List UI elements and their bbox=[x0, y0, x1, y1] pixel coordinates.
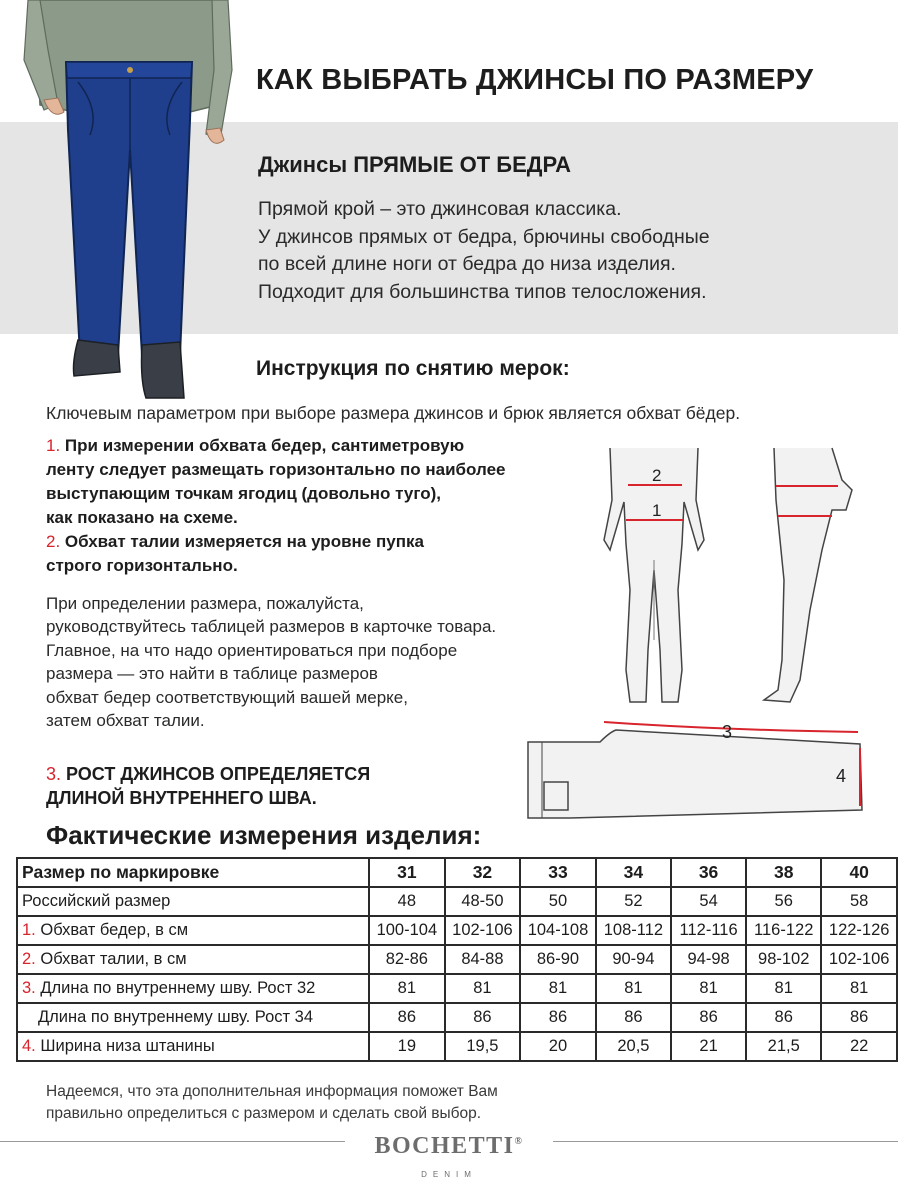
table-cell: 116-122 bbox=[746, 916, 821, 945]
footer-note bbox=[46, 1081, 498, 1125]
row-label-text: Обхват бедер, в см bbox=[40, 921, 189, 939]
table-cell: 21 bbox=[671, 1032, 746, 1061]
size-header-cell: 33 bbox=[520, 858, 596, 887]
waist-label: 2 bbox=[652, 466, 662, 485]
brand-name: BOCHETTI bbox=[374, 1133, 515, 1159]
row-label-text: Обхват талии, в см bbox=[40, 950, 187, 968]
advice-line: размера — это найти в таблице размеров bbox=[46, 664, 378, 684]
table-header-label: Размер по маркировке bbox=[17, 858, 369, 887]
table-row bbox=[17, 916, 897, 945]
table-header-row bbox=[17, 858, 897, 887]
jeans-flat-diagram bbox=[520, 720, 880, 825]
jeans-flat-outline bbox=[528, 730, 862, 818]
table-cell: 58 bbox=[821, 887, 897, 916]
description-line: Подходит для большинства типов телосложения. bbox=[258, 280, 707, 303]
table-cell: 81 bbox=[520, 974, 596, 1003]
size-table bbox=[16, 857, 898, 1062]
step-1-line: выступающим точкам ягодиц (довольно туго), bbox=[46, 484, 441, 503]
table-cell: 52 bbox=[596, 887, 671, 916]
brand-sub: DENIM bbox=[421, 1170, 477, 1179]
table-cell: 122-126 bbox=[821, 916, 897, 945]
table-cell: 21,5 bbox=[746, 1032, 821, 1061]
table-cell: 86 bbox=[821, 1003, 897, 1032]
description-line: У джинсов прямых от бедра, брючины свободные bbox=[258, 225, 710, 248]
instructions-title: Инструкция по снятию мерок: bbox=[256, 357, 570, 380]
jeans-shape bbox=[66, 62, 192, 355]
inseam-note-line bbox=[46, 762, 370, 786]
table-cell: 19,5 bbox=[445, 1032, 521, 1061]
table-cell: 112-116 bbox=[671, 916, 746, 945]
row-label bbox=[17, 887, 369, 916]
table-cell: 48-50 bbox=[445, 887, 521, 916]
table-cell: 20 bbox=[520, 1032, 596, 1061]
step-1-line: как показано на схеме. bbox=[46, 508, 238, 527]
fit-title: Джинсы ПРЯМЫЕ ОТ БЕДРА bbox=[258, 152, 572, 177]
table-cell: 108-112 bbox=[596, 916, 671, 945]
table-cell: 86 bbox=[520, 1003, 596, 1032]
row-label-text: Российский размер bbox=[22, 892, 171, 910]
table-cell: 22 bbox=[821, 1032, 897, 1061]
row-label bbox=[17, 945, 369, 974]
step-3-text: РОСТ ДЖИНСОВ ОПРЕДЕЛЯЕТСЯ bbox=[66, 764, 371, 784]
table-cell: 48 bbox=[369, 887, 445, 916]
table-cell: 86-90 bbox=[520, 945, 596, 974]
step-1-line bbox=[46, 434, 505, 458]
table-cell: 54 bbox=[671, 887, 746, 916]
advice-line: обхват бедер соответствующий вашей мерке, bbox=[46, 687, 408, 707]
inseam-note-line: ДЛИНОЙ ВНУТРЕННЕГО ШВА. bbox=[46, 788, 317, 808]
size-header-cell: 40 bbox=[821, 858, 897, 887]
jeans-button-shape bbox=[127, 67, 133, 73]
step-2-text: Обхват талии измеряется на уровне пупка bbox=[64, 532, 424, 551]
advice-line: Главное, на что надо ориентироваться при подборе bbox=[46, 640, 458, 660]
inseam-note bbox=[46, 762, 370, 810]
description-line: по всей длине ноги от бедра до низа изделия. bbox=[258, 253, 676, 275]
sizing-advice bbox=[46, 592, 496, 732]
size-header-cell: 31 bbox=[369, 858, 445, 887]
brand-logo bbox=[0, 1133, 898, 1160]
table-cell: 86 bbox=[671, 1003, 746, 1032]
row-number: 3. bbox=[22, 979, 36, 997]
row-number: 4. bbox=[22, 1037, 36, 1055]
table-cell: 50 bbox=[520, 887, 596, 916]
table-cell: 94-98 bbox=[671, 945, 746, 974]
page-title: КАК ВЫБРАТЬ ДЖИНСЫ ПО РАЗМЕРУ bbox=[256, 64, 814, 96]
row-label-text: Длина по внутреннему шву. Рост 32 bbox=[40, 979, 316, 997]
size-header-cell: 38 bbox=[746, 858, 821, 887]
table-row bbox=[17, 1003, 897, 1032]
table-cell: 104-108 bbox=[520, 916, 596, 945]
table-cell: 90-94 bbox=[596, 945, 671, 974]
step-1-text: При измерении обхвата бедер, сантиметровую bbox=[64, 436, 465, 455]
brand-registered-mark: ® bbox=[514, 1136, 524, 1147]
table-row bbox=[17, 887, 897, 916]
table-cell: 56 bbox=[746, 887, 821, 916]
key-parameter-text: Ключевым параметром при выборе размера джинсов и брюк является обхват бёдер. bbox=[46, 403, 741, 423]
table-cell: 81 bbox=[821, 974, 897, 1003]
fit-description bbox=[258, 196, 710, 306]
row-label bbox=[17, 916, 369, 945]
size-header-cell: 34 bbox=[596, 858, 671, 887]
description-line: Прямой крой – это джинсовая классика. bbox=[258, 198, 622, 220]
table-cell: 84-88 bbox=[445, 945, 521, 974]
body-side-diagram bbox=[762, 440, 862, 710]
step-3-number: 3. bbox=[46, 764, 62, 784]
table-cell: 20,5 bbox=[596, 1032, 671, 1061]
table-cell: 81 bbox=[671, 974, 746, 1003]
hem-width-label: 4 bbox=[836, 766, 847, 786]
step-2-number: 2. bbox=[46, 532, 61, 551]
row-label bbox=[17, 974, 369, 1003]
footer-note-line: Надеемся, что эта дополнительная информация поможет Вам bbox=[46, 1083, 498, 1100]
table-cell: 98-102 bbox=[746, 945, 821, 974]
table-cell: 82-86 bbox=[369, 945, 445, 974]
advice-line: При определении размера, пожалуйста, bbox=[46, 594, 364, 613]
model-jeans-illustration bbox=[0, 0, 250, 410]
table-cell: 19 bbox=[369, 1032, 445, 1061]
table-cell: 102-106 bbox=[821, 945, 897, 974]
row-number: 2. bbox=[22, 950, 36, 968]
table-cell: 81 bbox=[596, 974, 671, 1003]
advice-line: затем обхват талии. bbox=[46, 711, 205, 731]
inseam-label: 3 bbox=[722, 722, 733, 742]
table-cell: 86 bbox=[369, 1003, 445, 1032]
table-cell: 102-106 bbox=[445, 916, 521, 945]
table-cell: 86 bbox=[445, 1003, 521, 1032]
table-cell: 100-104 bbox=[369, 916, 445, 945]
table-cell: 81 bbox=[369, 974, 445, 1003]
step-2-line: строго горизонтально. bbox=[46, 556, 238, 575]
hips-label: 1 bbox=[652, 501, 662, 520]
step-1-number: 1. bbox=[46, 436, 61, 455]
footer-note-line: правильно определиться с размером и сделать свой выбор. bbox=[46, 1105, 482, 1122]
table-cell: 81 bbox=[746, 974, 821, 1003]
row-label-text: Длина по внутреннему шву. Рост 34 bbox=[38, 1008, 313, 1026]
row-number: 1. bbox=[22, 921, 36, 939]
table-cell: 86 bbox=[746, 1003, 821, 1032]
step-2-line bbox=[46, 530, 505, 554]
row-label bbox=[17, 1032, 369, 1061]
table-row bbox=[17, 974, 897, 1003]
left-shoe-shape bbox=[74, 340, 121, 376]
table-cell: 86 bbox=[596, 1003, 671, 1032]
measurements-title: Фактические измерения изделия: bbox=[46, 820, 482, 850]
size-header-cell: 36 bbox=[671, 858, 746, 887]
advice-line: руководствуйтесь таблицей размеров в карточке товара. bbox=[46, 617, 497, 637]
row-label-text: Ширина низа штанины bbox=[40, 1037, 215, 1055]
table-cell: 81 bbox=[445, 974, 521, 1003]
table-row bbox=[17, 945, 897, 974]
size-header-cell: 32 bbox=[445, 858, 521, 887]
step-1-line: ленту следует размещать горизонтально по наиболее bbox=[46, 460, 506, 479]
measurement-steps bbox=[46, 434, 505, 578]
body-front-diagram bbox=[590, 440, 720, 710]
table-row bbox=[17, 1032, 897, 1061]
row-label bbox=[17, 1003, 369, 1032]
right-shoe-shape bbox=[142, 342, 185, 398]
